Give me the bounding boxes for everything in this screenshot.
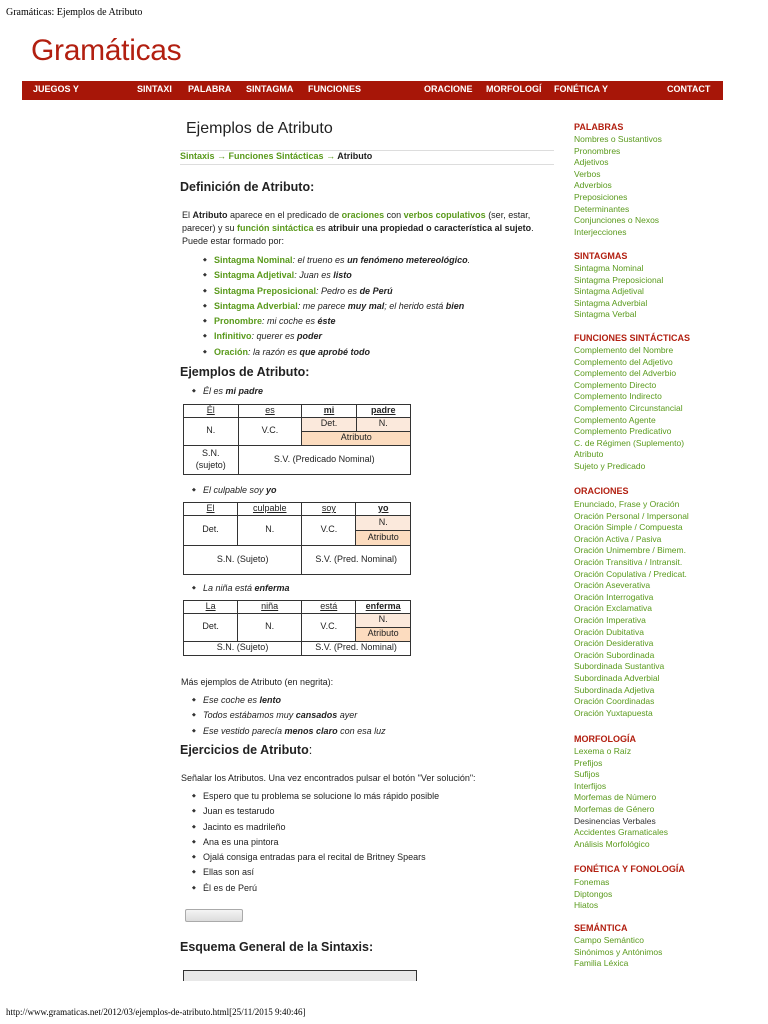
sidebar-link-palabras[interactable]: Preposiciones bbox=[574, 192, 628, 202]
nav-item-juegos[interactable]: JUEGOS Y bbox=[33, 84, 79, 94]
forms-list bbox=[202, 253, 470, 360]
sidebar-link-semantica[interactable]: Familia Léxica bbox=[574, 958, 629, 969]
example-sentence: ◆ La niña está enferma bbox=[191, 581, 290, 596]
exercise-item: ◆ Ellas son así bbox=[191, 865, 439, 880]
page-title: Ejemplos de Atributo bbox=[186, 120, 333, 137]
word-cell: soy bbox=[302, 503, 356, 516]
word-cell: El bbox=[184, 503, 238, 516]
nav-item-sintagmas[interactable]: SINTAGMA bbox=[246, 84, 294, 94]
link-sintagma-nominal[interactable]: Sintagma Nominal bbox=[214, 255, 293, 265]
breadcrumb bbox=[180, 151, 372, 163]
category-cell: Det. bbox=[302, 417, 356, 431]
list-item: ◆ Ese vestido parecía menos claro con esa luz bbox=[191, 724, 386, 739]
nav-item-sintaxis[interactable]: SINTAXI bbox=[137, 84, 172, 94]
list-item: ◆ Sintagma Nominal: el trueno es un fenómeno metereológico. bbox=[202, 253, 470, 268]
sujeto-cell: S.N. (sujeto) bbox=[184, 445, 239, 474]
sidebar-heading-fonetica: FONÉTICA Y FONOLOGÍA bbox=[574, 864, 685, 874]
link-sintagma-adjetival[interactable]: Sintagma Adjetival bbox=[214, 270, 295, 281]
word-cell: está bbox=[302, 601, 356, 614]
sidebar-link-oraciones[interactable]: Oración Exclamativa bbox=[574, 603, 652, 614]
more-examples-intro: Más ejemplos de Atributo (en negrita): bbox=[181, 677, 334, 687]
sidebar-link-morfologia[interactable]: Morfemas de Número bbox=[574, 792, 657, 803]
nav-item-fonetica[interactable]: FONÉTICA Y bbox=[554, 84, 609, 94]
sidebar-link-morfologia[interactable]: Accidentes Gramaticales bbox=[574, 827, 669, 838]
nav-item-palabras[interactable]: PALABRA bbox=[188, 84, 232, 94]
sidebar-link-oraciones[interactable]: Oración Interrogativa bbox=[574, 591, 654, 602]
sidebar-link-funciones[interactable]: Atributo bbox=[574, 449, 604, 460]
sidebar-link-morfologia[interactable]: Análisis Morfológico bbox=[574, 838, 650, 849]
nav-item-oraciones[interactable]: ORACIONE bbox=[424, 84, 473, 94]
sidebar-link-palabras[interactable]: Verbos bbox=[574, 168, 601, 179]
breadcrumb-funciones[interactable]: Funciones Sintácticas bbox=[228, 151, 324, 161]
exercise-item: ◆ Él es de Perú bbox=[191, 881, 439, 896]
category-cell: N. bbox=[356, 417, 410, 431]
sidebar-link-oraciones[interactable]: Oración Desiderativa bbox=[574, 638, 654, 649]
category-cell: V.C. bbox=[302, 613, 356, 641]
list-item: ◆ Pronombre: mi coche es éste bbox=[202, 314, 470, 329]
sidebar-link-oraciones[interactable]: Oración Yuxtapuesta bbox=[574, 707, 653, 718]
category-cell: N. bbox=[356, 613, 411, 627]
exercise-item: ◆ Ojalá consiga entradas para el recital de Britney Spears bbox=[191, 850, 439, 865]
word-cell: padre bbox=[356, 405, 410, 418]
category-cell: V.C. bbox=[238, 417, 302, 445]
exercises-list bbox=[191, 789, 439, 896]
sidebar-heading-funciones: FUNCIONES SINTÁCTICAS bbox=[574, 333, 691, 343]
example-sentence: ◆ El culpable soy yo bbox=[191, 483, 277, 498]
sidebar-link-oraciones[interactable]: Oración Dubitativa bbox=[574, 626, 644, 637]
predicado-cell: S.V. (Predicado Nominal) bbox=[238, 445, 411, 474]
atributo-cell: Atributo bbox=[302, 431, 411, 445]
word-cell: yo bbox=[356, 503, 411, 516]
example-sentence: ◆ Él es mi padre bbox=[191, 384, 263, 399]
breadcrumb-arrow: → bbox=[323, 151, 338, 161]
sidebar-heading-palabras: PALABRAS bbox=[574, 122, 624, 132]
sidebar-link-palabras[interactable]: Determinantes bbox=[574, 203, 630, 214]
exercise-item: ◆ Ana es una pintora bbox=[191, 835, 439, 850]
sidebar-link-oraciones[interactable]: Oración Coordinadas bbox=[574, 696, 655, 707]
breadcrumb-current: Atributo bbox=[337, 151, 373, 161]
category-cell: N. bbox=[184, 417, 239, 445]
sidebar-link-morfologia: Desinencias Verbales bbox=[574, 815, 656, 826]
definition-heading: Definición de Atributo: bbox=[180, 180, 315, 194]
sidebar-heading-semantica: SEMÁNTICA bbox=[574, 923, 628, 933]
sidebar-heading-morfologia: MORFOLOGÍA bbox=[574, 734, 636, 744]
link-pronombre[interactable]: Pronombre bbox=[214, 316, 263, 327]
ver-solucion-button[interactable] bbox=[185, 909, 243, 922]
nav-item-contacto[interactable]: CONTACT bbox=[667, 84, 711, 94]
category-cell: N. bbox=[238, 515, 302, 545]
sidebar-link-palabras[interactable]: Interjecciones bbox=[574, 226, 627, 237]
sidebar-link-oraciones[interactable]: Oración Activa / Pasiva bbox=[574, 533, 662, 544]
breadcrumb-arrow: → bbox=[214, 151, 229, 161]
link-sintagma-adverbial[interactable]: Sintagma Adverbial bbox=[214, 300, 298, 311]
link-funcion-sintactica[interactable]: función sintáctica bbox=[237, 223, 314, 233]
sidebar-link-funciones[interactable]: Complemento Predicativo bbox=[574, 426, 672, 437]
word-cell: enferma bbox=[356, 601, 411, 614]
example-2-list bbox=[191, 483, 277, 498]
document-title: Gramáticas: Ejemplos de Atributo bbox=[6, 7, 143, 18]
link-oraciones[interactable]: oraciones bbox=[341, 210, 385, 220]
sidebar-link-oraciones[interactable]: Oración Imperativa bbox=[574, 615, 646, 625]
list-item: ◆ Sintagma Preposicional: Pedro es de Perú bbox=[202, 284, 470, 299]
sidebar-link-fonetica[interactable]: Diptongos bbox=[574, 888, 613, 899]
sidebar-link-oraciones[interactable]: Subordinada Adjetiva bbox=[574, 684, 655, 695]
sidebar-link-palabras[interactable]: Conjunciones o Nexos bbox=[574, 215, 660, 226]
examples-heading: Ejemplos de Atributo: bbox=[180, 365, 310, 379]
sidebar-link-funciones[interactable]: Complemento del Adverbio bbox=[574, 368, 677, 379]
category-cell: Det. bbox=[184, 515, 238, 545]
sidebar-link-sintagmas[interactable]: Sintagma Verbal bbox=[574, 309, 637, 320]
sidebar-link-oraciones[interactable]: Oración Copulativa / Predicat. bbox=[574, 568, 687, 579]
sidebar-link-sintagmas[interactable]: Sintagma Nominal bbox=[574, 263, 644, 273]
category-cell: N. bbox=[356, 515, 411, 530]
nav-item-morfologia[interactable]: MORFOLOGÍ bbox=[486, 84, 542, 94]
sidebar-link-fonetica[interactable]: Hiatos bbox=[574, 900, 599, 911]
schema-heading: Esquema General de la Sintaxis: bbox=[180, 940, 374, 954]
atributo-cell: Atributo bbox=[356, 530, 411, 545]
link-verbos-copulativos[interactable]: verbos copulativos bbox=[403, 210, 486, 220]
divider bbox=[180, 164, 554, 165]
exercise-item: ◆ Jacinto es madrileño bbox=[191, 820, 439, 835]
main-nav-bar bbox=[22, 81, 723, 100]
sidebar-link-morfologia[interactable]: Sufijos bbox=[574, 769, 600, 780]
sidebar-link-funciones[interactable]: Complemento Agente bbox=[574, 414, 656, 425]
term-atributo: Atributo bbox=[192, 210, 228, 220]
word-cell: es bbox=[238, 405, 302, 418]
sidebar-link-sintagmas[interactable]: Sintagma Adverbial bbox=[574, 297, 648, 308]
definition-emphasis: atribuir una propiedad o característica al sujeto bbox=[328, 223, 532, 233]
sidebar-link-sintagmas[interactable]: Sintagma Preposicional bbox=[574, 274, 664, 285]
analysis-table-3 bbox=[183, 600, 411, 656]
sidebar-link-palabras[interactable]: Nombres o Sustantivos bbox=[574, 134, 662, 144]
predicado-cell: S.V. (Pred. Nominal) bbox=[302, 641, 411, 655]
analysis-table-2 bbox=[183, 502, 411, 575]
sidebar-link-funciones[interactable]: Complemento Indirecto bbox=[574, 391, 662, 402]
list-item: ◆ Sintagma Adverbial: me parece muy mal; el herido está bien bbox=[202, 299, 470, 314]
sidebar-link-oraciones[interactable]: Oración Subordinada bbox=[574, 649, 655, 660]
sidebar-link-fonetica[interactable]: Fonemas bbox=[574, 877, 610, 887]
page-url-footer: http://www.gramaticas.net/2012/03/ejemplos-de-atributo.html[25/11/2015 9:40:46] bbox=[6, 1007, 306, 1017]
sidebar-link-oraciones[interactable]: Subordinada Sustantiva bbox=[574, 661, 665, 672]
sidebar-link-semantica[interactable]: Campo Semántico bbox=[574, 935, 644, 945]
sidebar-link-morfologia[interactable]: Morfemas de Género bbox=[574, 804, 655, 814]
list-item: ◆ Todos estábamos muy cansados ayer bbox=[191, 708, 386, 723]
exercises-intro: Señalar los Atributos. Una vez encontrados pulsar el botón "Ver solución": bbox=[181, 773, 476, 783]
category-cell: Det. bbox=[184, 613, 238, 641]
sidebar-heading-sintagmas: SINTAGMAS bbox=[574, 251, 628, 261]
list-item: ◆ Ese coche es lento bbox=[191, 693, 386, 708]
word-cell: niña bbox=[238, 601, 302, 614]
sidebar-link-palabras[interactable]: Adverbios bbox=[574, 180, 612, 191]
link-infinitivo[interactable]: Infinitivo bbox=[214, 331, 252, 342]
predicado-cell: S.V. (Pred. Nominal) bbox=[302, 545, 411, 574]
sidebar-link-morfologia[interactable]: Lexema o Raíz bbox=[574, 746, 632, 756]
sidebar-link-funciones[interactable]: C. de Régimen (Suplemento) bbox=[574, 437, 685, 448]
sidebar-link-oraciones[interactable]: Subordinada Adverbial bbox=[574, 673, 660, 683]
atributo-cell: Atributo bbox=[356, 627, 411, 641]
category-cell: N. bbox=[238, 613, 302, 641]
analysis-table-1 bbox=[183, 404, 411, 475]
link-sintagma-preposicional[interactable]: Sintagma Preposicional bbox=[214, 285, 317, 296]
sidebar-link-funciones[interactable]: Complemento del Nombre bbox=[574, 345, 674, 355]
sidebar-link-oraciones[interactable]: Enunciado, Frase y Oración bbox=[574, 499, 680, 509]
sujeto-cell: S.N. (Sujeto) bbox=[184, 641, 302, 655]
sidebar-link-palabras[interactable]: Pronombres bbox=[574, 145, 621, 156]
list-item: ◆ Oración: la razón es que aprobé todo bbox=[202, 345, 470, 360]
word-cell: Él bbox=[184, 405, 239, 418]
sidebar-link-oraciones[interactable]: Oración Unimembre / Bimem. bbox=[574, 545, 686, 556]
sidebar-link-oraciones[interactable]: Oración Aseverativa bbox=[574, 580, 651, 591]
sidebar-link-morfologia[interactable]: Prefijos bbox=[574, 757, 603, 768]
list-item: ◆ Sintagma Adjetival: Juan es listo bbox=[202, 268, 470, 283]
example-1-list bbox=[191, 384, 263, 399]
example-3-list bbox=[191, 581, 290, 596]
category-cell: V.C. bbox=[302, 515, 356, 545]
breadcrumb-sintaxis[interactable]: Sintaxis bbox=[180, 151, 215, 161]
sidebar-link-palabras[interactable]: Adjetivos bbox=[574, 157, 609, 168]
definition-paragraph: El Atributo aparece en el predicado de oraciones con verbos copulativos (ser, estar, parecer) y su función sintáctica es atribuir una propiedad o característica al sujeto. Puede estar formado por: bbox=[182, 210, 534, 246]
sidebar-link-funciones[interactable]: Complemento Circunstancial bbox=[574, 403, 683, 413]
sidebar-link-semantica[interactable]: Sinónimos y Antónimos bbox=[574, 946, 663, 957]
sujeto-cell: S.N. (Sujeto) bbox=[184, 545, 302, 574]
exercise-item: ◆ Juan es testarudo bbox=[191, 804, 439, 819]
nav-item-funciones[interactable]: FUNCIONES bbox=[308, 84, 362, 94]
sidebar-link-funciones[interactable]: Complemento Directo bbox=[574, 379, 657, 390]
exercise-item: ◆ Espero que tu problema se solucione lo más rápido posible bbox=[191, 789, 439, 804]
schema-diagram bbox=[183, 970, 417, 981]
sidebar-heading-oraciones: ORACIONES bbox=[574, 486, 629, 496]
exercises-heading: Ejercicios de Atributo: bbox=[180, 743, 313, 757]
more-examples-list bbox=[191, 693, 386, 739]
sidebar-link-funciones[interactable]: Sujeto y Predicado bbox=[574, 461, 646, 471]
sidebar-link-sintagmas[interactable]: Sintagma Adjetival bbox=[574, 286, 644, 297]
sidebar-link-morfologia[interactable]: Interfijos bbox=[574, 780, 607, 791]
sidebar-link-oraciones[interactable]: Oración Personal / Impersonal bbox=[574, 510, 689, 521]
site-logo[interactable]: Gramáticas bbox=[31, 34, 182, 67]
sidebar-link-funciones[interactable]: Complemento del Adjetivo bbox=[574, 356, 673, 367]
sidebar-link-oraciones[interactable]: Oración Simple / Compuesta bbox=[574, 522, 683, 533]
word-cell: La bbox=[184, 601, 238, 614]
list-item: ◆ Infinitivo: querer es poder bbox=[202, 329, 470, 344]
link-oracion[interactable]: Oración bbox=[214, 346, 249, 357]
word-cell: mi bbox=[302, 405, 356, 418]
word-cell: culpable bbox=[238, 503, 302, 516]
sidebar-link-oraciones[interactable]: Oración Transitiva / Intransit. bbox=[574, 557, 683, 567]
